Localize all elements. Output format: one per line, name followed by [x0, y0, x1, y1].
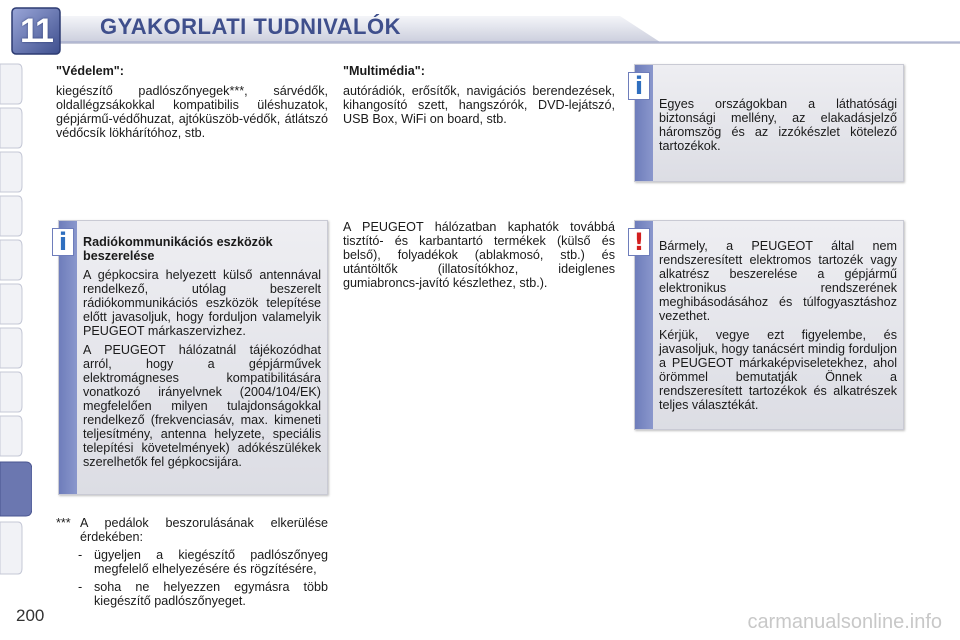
radio-install-box — [58, 220, 328, 495]
chapter-tab-1 — [0, 64, 22, 104]
box-stripe — [59, 221, 77, 494]
chapter-tab-7 — [0, 328, 22, 368]
warning-box-paragraph-2: Kérjük, vegye ezt figyelembe, és javasoljuk, hogy tanácsért mindig forduljon a PEUGEOT márkaképviseletekhez, ahol örömmel bemutatják Önnek a rendszeresített tartozékok és alkatrészek teljes választékát. — [659, 328, 897, 412]
care-products-text — [343, 220, 615, 294]
chapter-number: 11 — [20, 11, 52, 50]
footnote-item: - ügyeljen a kiegészítő padlószőnyeg megfelelő elhelyezésére és rögzítésére, — [78, 548, 328, 576]
chapter-tab-6 — [0, 284, 22, 324]
chapter-tab-12 — [0, 522, 22, 574]
warning-icon: ! — [628, 228, 650, 256]
footnote-lead: A pedálok beszorulásának elkerülése érdekében: — [80, 516, 328, 544]
protection-section — [56, 64, 328, 144]
footnote-item: - soha ne helyezzen egymásra több kiegészítő padlószőnyeget. — [78, 580, 328, 608]
safety-equipment-box — [634, 64, 904, 182]
warning-box — [634, 220, 904, 430]
chapter-tab-active — [0, 462, 32, 516]
chapter-tab-4 — [0, 196, 22, 236]
page-title: GYAKORLATI TUDNIVALÓK — [100, 14, 401, 39]
chapter-tab-8 — [0, 372, 22, 412]
chapter-badge — [10, 6, 62, 56]
protection-body: kiegészítő padlószőnyegek***, sárvédők, oldallégzsákokkal kompatibilis üléshuzatok, gépjármű-védőhuzat, ajtóküszöb-védők, átlátszó védőcsík lökhárítóhoz, stb. — [56, 84, 328, 140]
radio-box-title: Radiókommunikációs eszközök beszerelése — [83, 235, 273, 263]
chapter-tab-5 — [0, 240, 22, 280]
multimedia-heading: "Multimédia": — [343, 64, 425, 78]
page-number: 200 — [16, 606, 45, 625]
watermark: carmanualsonline.info — [747, 611, 942, 633]
pedal-footnote — [56, 516, 328, 608]
safety-box-text: Egyes országokban a láthatósági biztonsági mellény, az elakadásjelző háromszög és az izzókészlet kötelező tartozékok. — [659, 97, 897, 153]
chapter-tab-2 — [0, 108, 22, 148]
footnote-marker: *** — [56, 516, 71, 530]
footnote-item-text: ügyeljen a kiegészítő padlószőnyeg megfelelő elhelyezésére és rögzítésére, — [94, 548, 328, 576]
chapter-tabs — [0, 60, 32, 580]
chapter-tab-3 — [0, 152, 22, 192]
info-icon: i — [628, 72, 650, 100]
radio-box-paragraph-2: A PEUGEOT hálózatnál tájékozódhat arról, hogy a gépjárművek elektromágneses kompatibilitására vonatkozó irányelvnek (2004/104/EK) megfelelően milyen tulajdonságokkal rendelkező (frekvenciasáv, max. kimeneti teljesítmény, antenna helyzete, speciális telepítési követelmények) adókészülékek szerelhetők fel gépkocsijára. — [83, 343, 321, 469]
chapter-tab-9 — [0, 416, 22, 456]
footnote-item-text: soha ne helyezzen egymásra több kiegészítő padlószőnyeget. — [94, 580, 328, 608]
warning-box-paragraph-1: Bármely, a PEUGEOT által nem rendszeresített elektromos tartozék vagy alkatrész beszerelése a gépjármű elektronikus rendszerének meghibásodásához és túlfogyasztáshoz vezethet. — [659, 239, 897, 323]
radio-box-paragraph-1: A gépkocsira helyezett külső antennával rendelkező, utólag beszerelt rádiókommunikációs eszközök telepítése előtt javasoljuk, hogy forduljon valamelyik PEUGEOT márkaszervizhez. — [83, 268, 321, 338]
multimedia-body: autórádiók, erősítők, navigációs berendezések, kihangosító szett, hangszórók, DVD-lejátszó, USB Box, WiFi on board, stb. — [343, 84, 615, 126]
info-icon: i — [52, 228, 74, 256]
multimedia-section — [343, 64, 615, 130]
care-products-body: A PEUGEOT hálózatban kaphatók továbbá tisztító- és karbantartó termékek (külső és belső), folyadékok (ablakmosó, stb.) és utántöltők (illatosítókhoz, ideiglenes gumiabroncs-javító készlethez, stb.). — [343, 220, 615, 290]
protection-heading: "Védelem": — [56, 64, 124, 78]
